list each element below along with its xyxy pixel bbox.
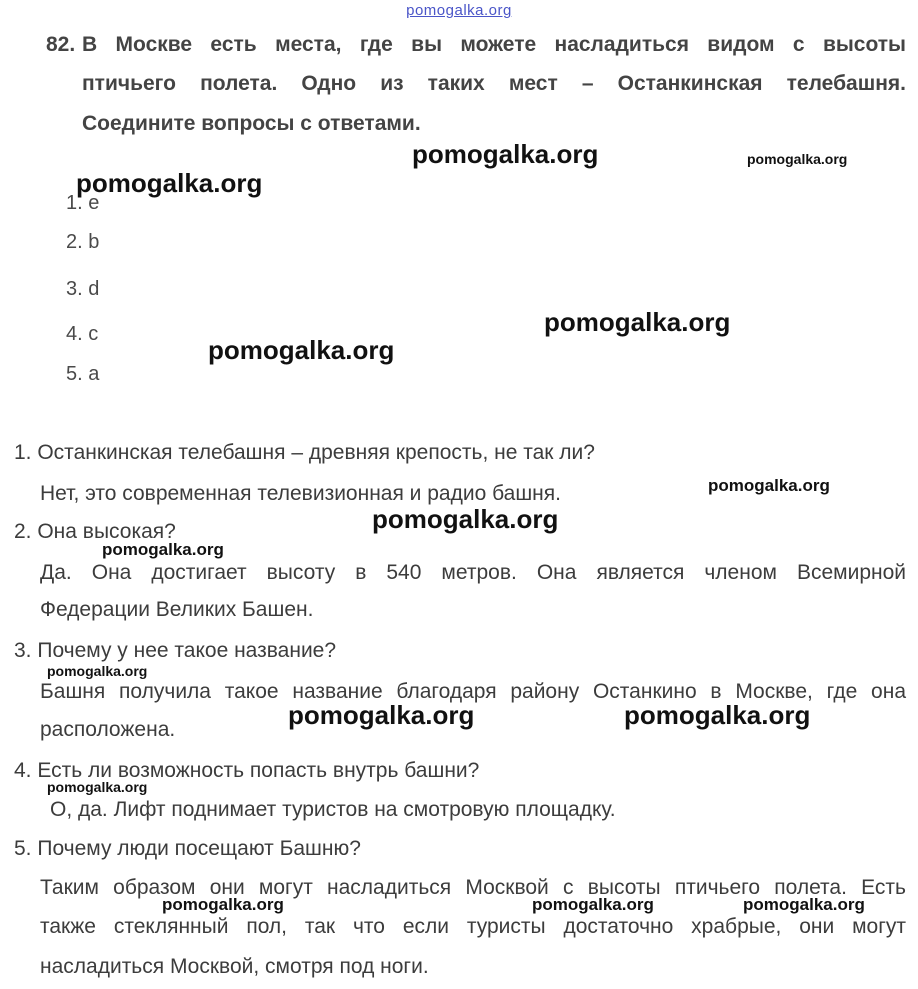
- watermark: pomogalka.org: [532, 895, 654, 914]
- watermark: pomogalka.org: [372, 504, 559, 534]
- question-2: 2. Она высокая?: [14, 520, 176, 543]
- answer-key-4: 4. c: [66, 323, 99, 345]
- watermark: pomogalka.org: [708, 476, 830, 495]
- watermark: pomogalka.org: [747, 151, 848, 167]
- answer-1-line-1: Нет, это современная телевизионная и радио башня.: [40, 482, 561, 505]
- answer-key-3: 3. d: [66, 278, 100, 300]
- task-line-2: птичьего полета. Одно из таких мест – Останкинская телебашня.: [82, 72, 906, 95]
- answer-key-1: 1. e: [66, 192, 100, 214]
- watermark: pomogalka.org: [102, 540, 224, 559]
- question-4: 4. Есть ли возможность попасть внутрь башни?: [14, 759, 480, 782]
- site-watermark-top: pomogalka.org: [406, 2, 512, 19]
- watermark: pomogalka.org: [743, 895, 865, 914]
- question-1: 1. Останкинская телебашня – древняя крепость, не так ли?: [14, 441, 595, 464]
- answer-3-line-2: расположена.: [40, 718, 176, 741]
- watermark: pomogalka.org: [47, 779, 148, 795]
- watermark: pomogalka.org: [162, 895, 284, 914]
- answer-2-line-1: Да. Она достигает высоту в 540 метров. Она является членом Всемирной: [40, 561, 906, 584]
- answer-5-line-3: насладиться Москвой, смотря под ноги.: [40, 955, 429, 978]
- watermark: pomogalka.org: [544, 307, 731, 337]
- answer-5-line-2: также стеклянный пол, так что если туристы достаточно храбрые, они могут: [40, 915, 906, 938]
- answer-key-5: 5. a: [66, 363, 100, 385]
- question-3: 3. Почему у нее такое название?: [14, 639, 337, 662]
- answer-3-line-1: Башня получила такое название благодаря району Останкино в Москве, где она: [40, 680, 906, 703]
- watermark: pomogalka.org: [624, 700, 811, 730]
- task-line-1: В Москве есть места, где вы можете насладиться видом с высоты: [82, 33, 906, 56]
- answer-key-2: 2. b: [66, 231, 100, 253]
- watermark: pomogalka.org: [208, 335, 395, 365]
- question-5: 5. Почему люди посещают Башню?: [14, 837, 361, 860]
- answer-4-line-1: О, да. Лифт поднимает туристов на смотровую площадку.: [50, 798, 616, 821]
- task-number: 82.: [46, 33, 76, 56]
- watermark: pomogalka.org: [47, 663, 148, 679]
- answer-5-line-1: Таким образом они могут насладиться Москвой с высоты птичьего полета. Есть: [40, 876, 906, 899]
- watermark: pomogalka.org: [412, 139, 599, 169]
- answer-2-line-2: Федерации Великих Башен.: [40, 598, 314, 621]
- watermark: pomogalka.org: [288, 700, 475, 730]
- task-line-3: Соедините вопросы с ответами.: [82, 112, 421, 135]
- watermark: pomogalka.org: [76, 168, 263, 198]
